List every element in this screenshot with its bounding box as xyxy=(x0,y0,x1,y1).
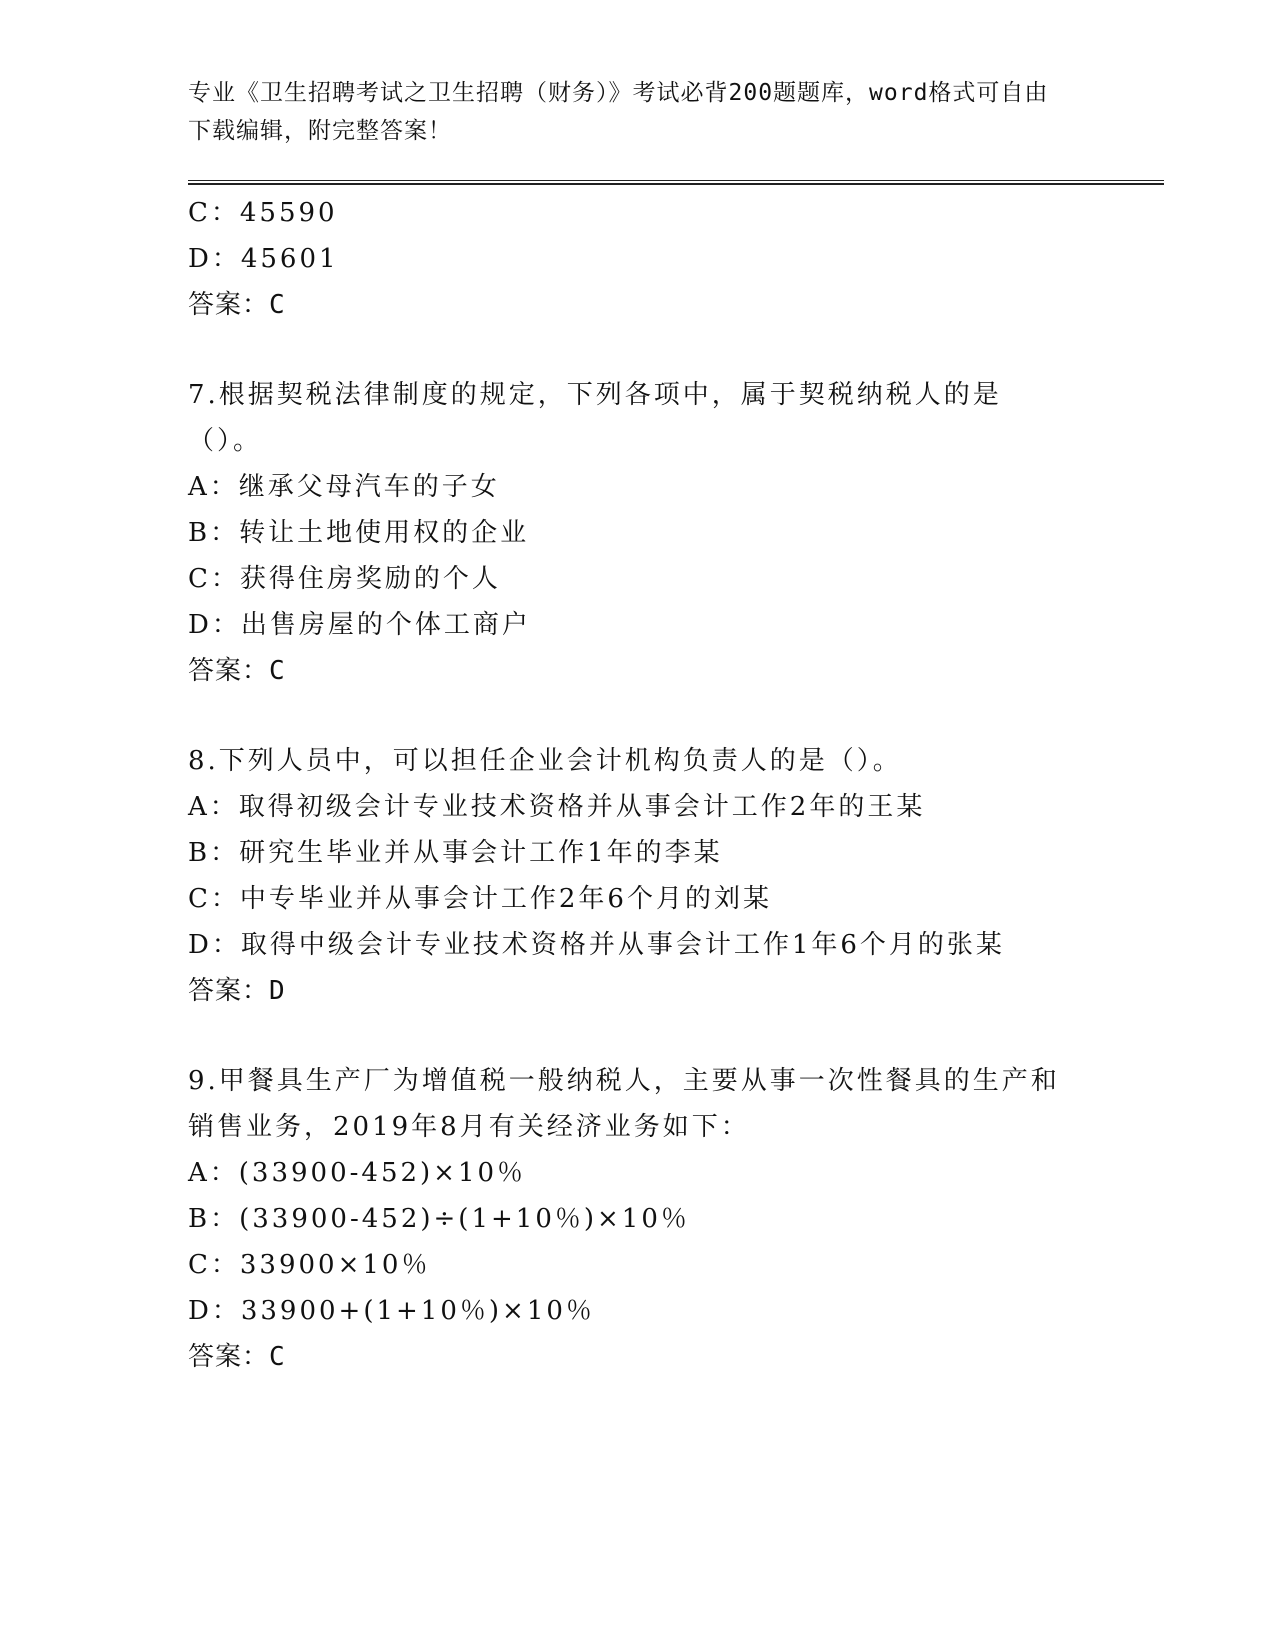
option-c: C：中专毕业并从事会计工作2年6个月的刘某 xyxy=(188,884,772,914)
option-a: A：继承父母汽车的子女 xyxy=(188,472,500,502)
prev-question-block xyxy=(188,190,1088,328)
option-d: D：33900+(1+10％)×10％ xyxy=(188,1296,595,1326)
option-c: C：33900×10％ xyxy=(188,1250,431,1280)
option-a: A：(33900-452)×10％ xyxy=(188,1158,527,1188)
option-c: C：45590 xyxy=(188,198,338,228)
question-block-7 xyxy=(188,372,1088,694)
header-title: 专业《卫生招聘考试之卫生招聘（财务）》考试必背200题题库，word格式可自由下载编辑，附完整答案！ xyxy=(188,80,1049,144)
header-divider-thin xyxy=(188,180,1164,181)
question-block-8 xyxy=(188,738,1088,1014)
option-b: B：转让土地使用权的企业 xyxy=(188,518,530,548)
option-c: C：获得住房奖励的个人 xyxy=(188,564,501,594)
document-header xyxy=(188,74,1068,150)
question-stem: 7.根据契税法律制度的规定，下列各项中，属于契税纳税人的是（）。 xyxy=(188,380,1002,456)
header-divider-thick xyxy=(188,183,1164,185)
option-d: D：出售房屋的个体工商户 xyxy=(188,610,531,640)
option-d: D：取得中级会计专业技术资格并从事会计工作1年6个月的张某 xyxy=(188,930,1005,960)
option-d: D：45601 xyxy=(188,244,339,274)
answer-line: 答案：D xyxy=(188,976,286,1006)
option-a: A：取得初级会计专业技术资格并从事会计工作2年的王某 xyxy=(188,792,926,822)
question-stem: 9.甲餐具生产厂为增值税一般纳税人，主要从事一次性餐具的生产和销售业务，2019年8月有关经济业务如下： xyxy=(188,1066,1060,1142)
option-b: B：研究生毕业并从事会计工作1年的李某 xyxy=(188,838,723,868)
answer-line: 答案：C xyxy=(188,290,286,320)
question-stem: 8.下列人员中，可以担任企业会计机构负责人的是（）。 xyxy=(188,746,902,776)
answer-line: 答案：C xyxy=(188,656,286,686)
answer-line: 答案：C xyxy=(188,1342,286,1372)
question-list xyxy=(188,190,1088,1380)
question-block-9 xyxy=(188,1058,1088,1380)
option-b: B：(33900-452)÷(1+10％)×10％ xyxy=(188,1204,690,1234)
